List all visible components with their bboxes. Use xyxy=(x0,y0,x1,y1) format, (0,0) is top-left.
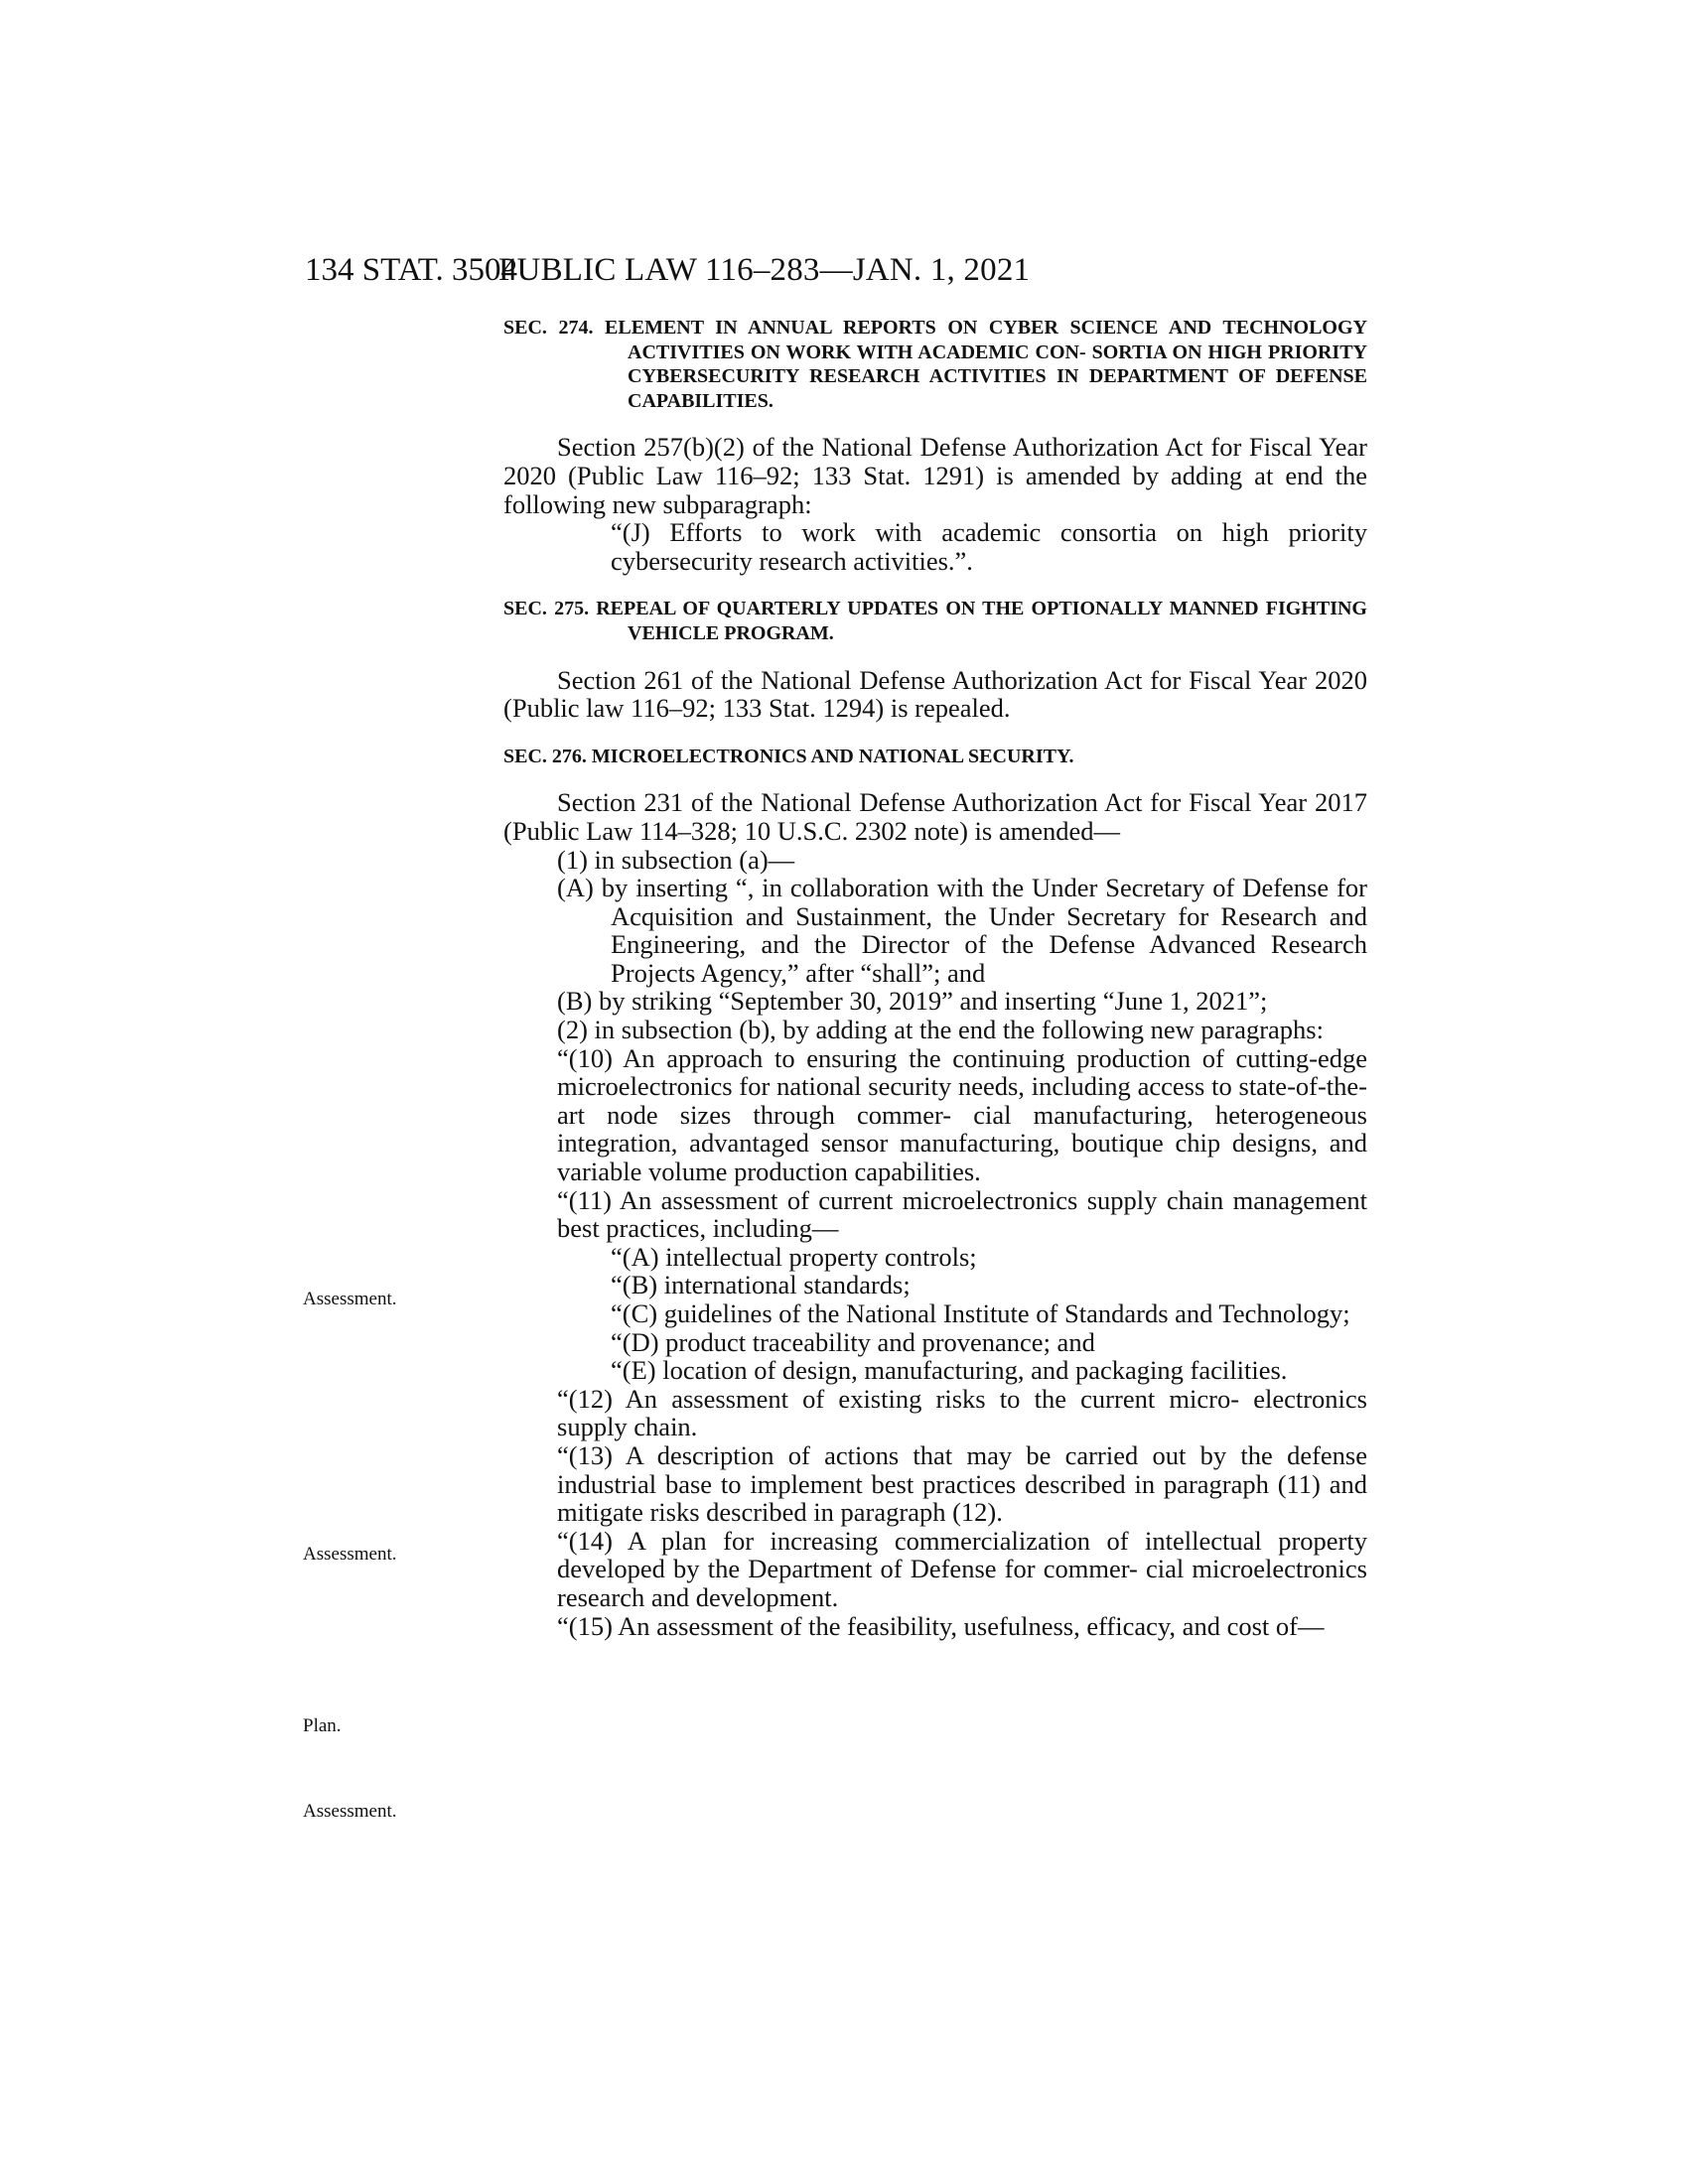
quoted-subparagraph-11-d: “(D) product traceability and provenance; and xyxy=(611,1326,1095,1357)
section-275-heading: SEC. 275. REPEAL OF QUARTERLY UPDATES ON THE OPTIONALLY MANNED FIGHTING VEHICLE PROGRAM. xyxy=(503,598,1367,644)
subparagraph-1-a: (A) by inserting “, in collaboration with the Under Secretary of Defense for Acquisition and Sustainment, the Under Secretary for Research and Engineering, and the Director of the Defense Advanced Research Projects Agency,” after “shall”; and xyxy=(557,873,1367,988)
section-274-heading: SEC. 274. ELEMENT IN ANNUAL REPORTS ON CYBER SCIENCE AND TECHNOLOGY ACTIVITIES ON WORK WITH ACADEMIC CON- SORTIA ON HIGH PRIORITY CYBERSECURITY RESEARCH ACTIVITIES IN DEPARTMENT OF DEFENSE CAPABILITIES. xyxy=(503,317,1367,412)
quoted-paragraph-10: “(10) An approach to ensuring the continuing production of cutting-edge microelectronics for national security needs, including access to state-of-the-art node sizes through commer- cial manufacturing, heterogeneous integration, advantaged sensor manufacturing, boutique chip designs, and variable volume production capabilities. xyxy=(557,1042,1367,1187)
margin-note-plan: Plan. xyxy=(303,1715,342,1736)
margin-note-assessment: Assessment. xyxy=(303,1801,397,1822)
section-276-body: Section 231 of the National Defense Authorization Act for Fiscal Year 2017 (Public Law 114–328; 10 U.S.C. 2302 note) is amended— xyxy=(503,787,1367,846)
section-274-body: Section 257(b)(2) of the National Defense Authorization Act for Fiscal Year 2020 (Public Law 116–92; 133 Stat. 1291) is amended by adding at end the following new subparagraph: xyxy=(503,432,1367,519)
section-275-body: Section 261 of the National Defense Authorization Act for Fiscal Year 2020 (Public law 116–92; 133 Stat. 1294) is repealed. xyxy=(503,664,1367,724)
quoted-paragraph-11: “(11) An assessment of current microelectronics supply chain management best practices, including— xyxy=(557,1184,1367,1244)
quoted-paragraph-12: “(12) An assessment of existing risks to the current micro- electronics supply chain. xyxy=(557,1383,1367,1442)
paragraph-1: (1) in subsection (a)— xyxy=(557,844,795,875)
document-body xyxy=(503,316,1367,1640)
paragraph-2: (2) in subsection (b), by adding at the end the following new paragraphs: xyxy=(557,1015,1324,1045)
subparagraph-1-b: (B) by striking “September 30, 2019” and inserting “June 1, 2021”; xyxy=(557,986,1268,1017)
margin-note-assessment: Assessment. xyxy=(303,1289,397,1309)
section-276-heading: SEC. 276. MICROELECTRONICS AND NATIONAL SECURITY. xyxy=(503,745,1074,767)
quoted-subparagraph-11-c: “(C) guidelines of the National Institute of Standards and Technology; xyxy=(611,1298,1350,1328)
quoted-subparagraph-11-e: “(E) location of design, manufacturing, and packaging facilities. xyxy=(611,1355,1288,1386)
quoted-paragraph-14: “(14) A plan for increasing commercialization of intellectual property developed by the Department of Defense for commer- cial microelectronics research and development. xyxy=(557,1525,1367,1612)
quoted-subparagraph-11-a: “(A) intellectual property controls; xyxy=(611,1241,977,1272)
page-header xyxy=(305,248,1367,292)
quoted-paragraph-15: “(15) An assessment of the feasibility, usefulness, efficacy, and cost of— xyxy=(557,1610,1325,1641)
stat-page-number: 134 STAT. 3504 xyxy=(305,252,518,288)
margin-note-assessment: Assessment. xyxy=(303,1544,397,1565)
law-title: PUBLIC LAW 116–283—JAN. 1, 2021 xyxy=(498,252,1031,288)
section-274-quote: “(J) Efforts to work with academic consortia on high priority cybersecurity research activities.”. xyxy=(611,517,1367,576)
quoted-subparagraph-11-b: “(B) international standards; xyxy=(611,1270,911,1300)
quoted-paragraph-13: “(13) A description of actions that may be carried out by the defense industrial base to implement best practices described in paragraph (11) and mitigate risks described in paragraph (12). xyxy=(557,1439,1367,1528)
